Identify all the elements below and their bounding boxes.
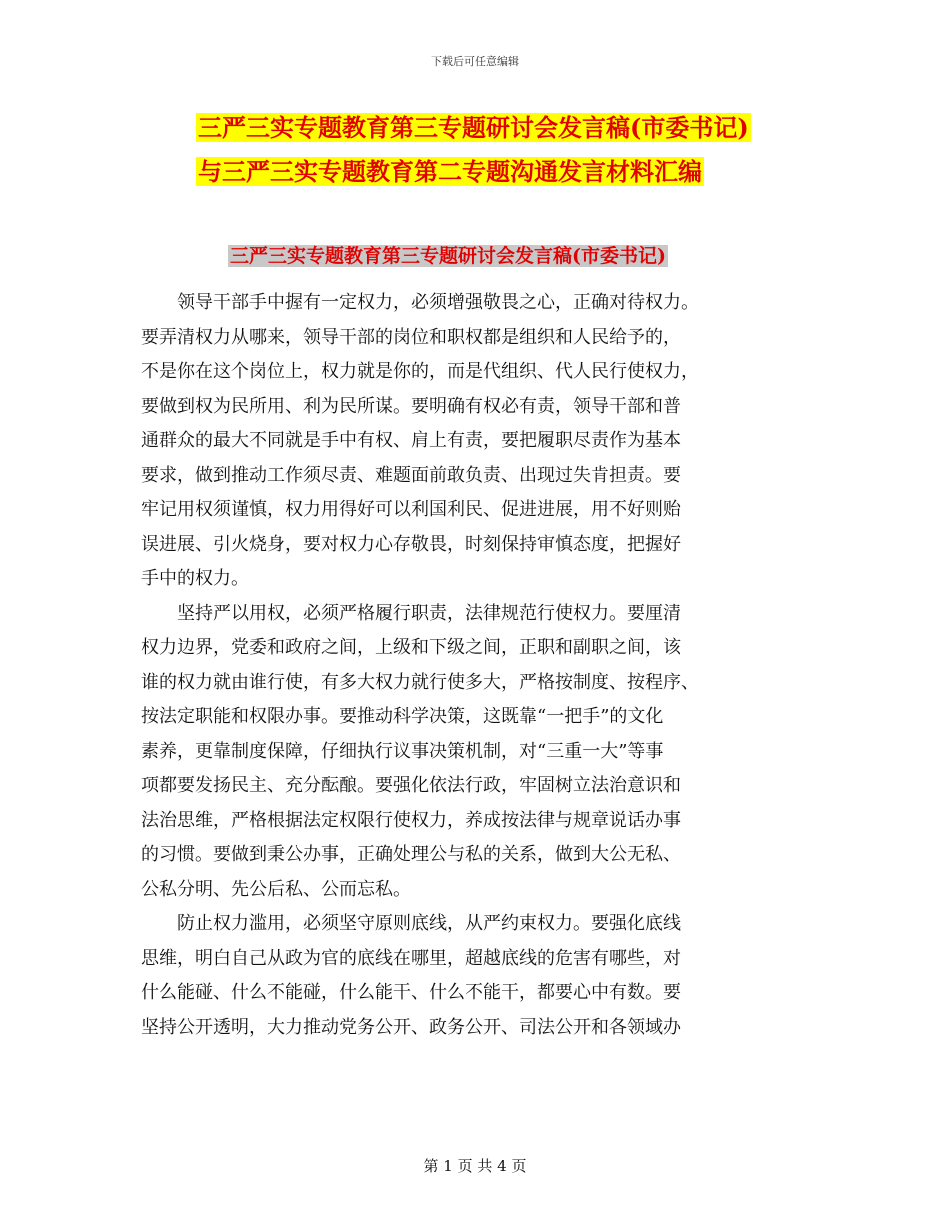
document-title-line-2	[196, 155, 816, 189]
page-footer: 第 1 页 共 4 页	[423, 1157, 527, 1175]
section-title-text: 三严三实专题教育第三专题研讨会发言稿(市委书记)	[230, 245, 666, 267]
document-title-text-2: 与三严三实专题教育第二专题沟通发言材料汇编	[198, 157, 702, 186]
document-title-text-1: 三严三实专题教育第三专题研讨会发言稿(市委书记)	[198, 113, 749, 142]
document-body	[141, 286, 809, 1045]
document-title-line-1	[196, 111, 816, 145]
paragraph-3: 防止权力滥用，必须坚守原则底线，从严约束权力。要强化底线 思维，明白自己从政为官的底线在哪里，超越底线的危害有哪些，对 什么能碰、什么不能碰，什么能干、什么不能干，都要心中有数。要 坚持公开透明，大力推动党务公开、政务公开、司法公开和各领域办	[141, 913, 681, 1038]
section-title	[228, 241, 668, 271]
header-note: 下载后可任意编辑	[431, 55, 519, 68]
paragraph-2: 坚持严以用权，必须严格履行职责，法律规范行使权力。要厘清 权力边界，党委和政府之间，上级和下级之间，正职和副职之间，该 谁的权力就由谁行使，有多大权力就行使多大，严格按制度、按程序、 按法定职能和权限办事。要推动科学决策，这既靠“一把手”的文化 素养，更靠制度保障，仔细执行议事决策机制，对“三重一大”等事 项都要发扬民主、充分酝酿。要强化依法行政，牢固树立法治意识和 法治思维，严格根据法定权限行使权力，养成按法律与规章说话办事 的习惯。要做到秉公办事，正确处理公与私的关系，做到大公无私、 公私分明、先公后私、公而忘私。	[141, 602, 699, 900]
paragraph-1: 领导干部手中握有一定权力，必须增强敬畏之心，正确对待权力。 要弄清权力从哪来，领导干部的岗位和职权都是组织和人民给予的， 不是你在这个岗位上，权力就是你的，而是代组织、代人民行使权力， 要做到权为民所用、利为民所谋。要明确有权必有责，领导干部和普 通群众的最大不同就是手中有权、肩上有责，要把履职尽责作为基本 要求，做到推动工作须尽责、难题面前敢负责、出现过失肯担责。要 牢记用权须谨慎，权力用得好可以利国利民、促进进展，用不好则贻 误进展、引火烧身，要对权力心存敬畏，时刻保持审慎态度，把握好 手中的权力。	[141, 292, 699, 589]
